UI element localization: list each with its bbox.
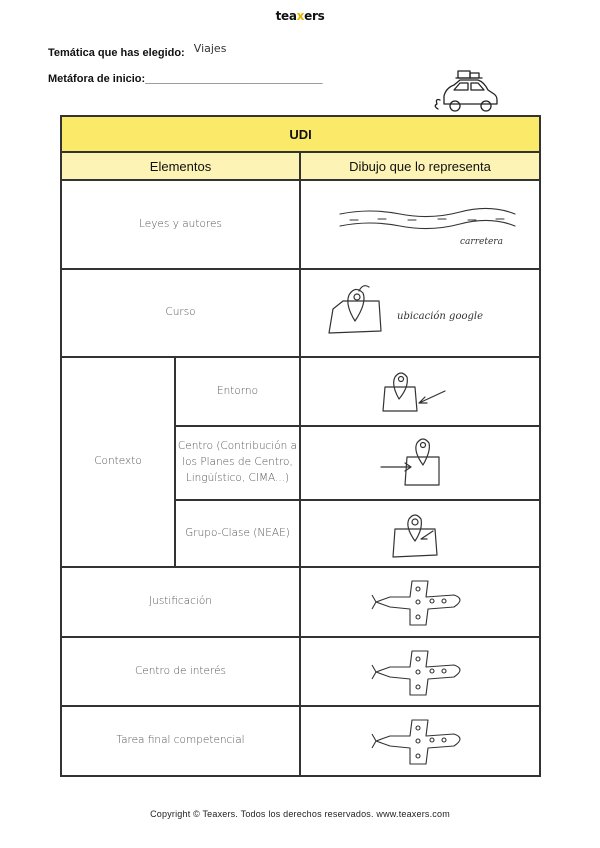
row-leyes-label: Leyes y autores (61, 180, 300, 269)
airplane-drawing-3 (300, 706, 540, 776)
airplane-drawing-2 (300, 637, 540, 706)
row-centro-label: Centro (Contribución a los Planes de Centro, Lingüístico, CIMA...) (175, 426, 300, 500)
teaxers-logo: teaxers (275, 9, 325, 23)
row-grupo-label: Grupo-Clase (NEAE) (175, 500, 300, 567)
table-title: UDI (61, 116, 540, 152)
pin-arrow-drawing-1 (300, 357, 540, 426)
tematica-value: Viajes (193, 42, 227, 55)
row-entorno-label: Entorno (175, 357, 300, 426)
pin-arrow-drawing-3 (300, 500, 540, 567)
road-note: carretera (460, 236, 503, 247)
row-justificacion-label: Justificación (61, 567, 300, 637)
map-note: ubicación google (397, 311, 484, 322)
footer-copyright: Copyright © Teaxers. Todos los derechos reservados. www.teaxers.com (150, 809, 450, 819)
tematica-field (48, 42, 227, 59)
road-drawing (300, 180, 540, 269)
row-centro-interes-label: Centro de interés (61, 637, 300, 706)
map-pin-drawing (300, 269, 540, 357)
metafora-field (48, 73, 323, 85)
row-curso-label: Curso (61, 269, 300, 357)
tematica-label: Temática que has elegido: (48, 47, 185, 59)
row-contexto-label: Contexto (61, 357, 175, 567)
car-icon (430, 68, 504, 118)
airplane-drawing-1 (300, 567, 540, 637)
header-elementos: Elementos (61, 152, 300, 180)
metafora-label: Metáfora de inicio:_____________________________ (48, 73, 323, 85)
header-dibujo: Dibujo que lo representa (300, 152, 540, 180)
pin-arrow-drawing-2 (300, 426, 540, 500)
udi-table (60, 115, 541, 777)
row-tarea-label: Tarea final competencial (61, 706, 300, 776)
